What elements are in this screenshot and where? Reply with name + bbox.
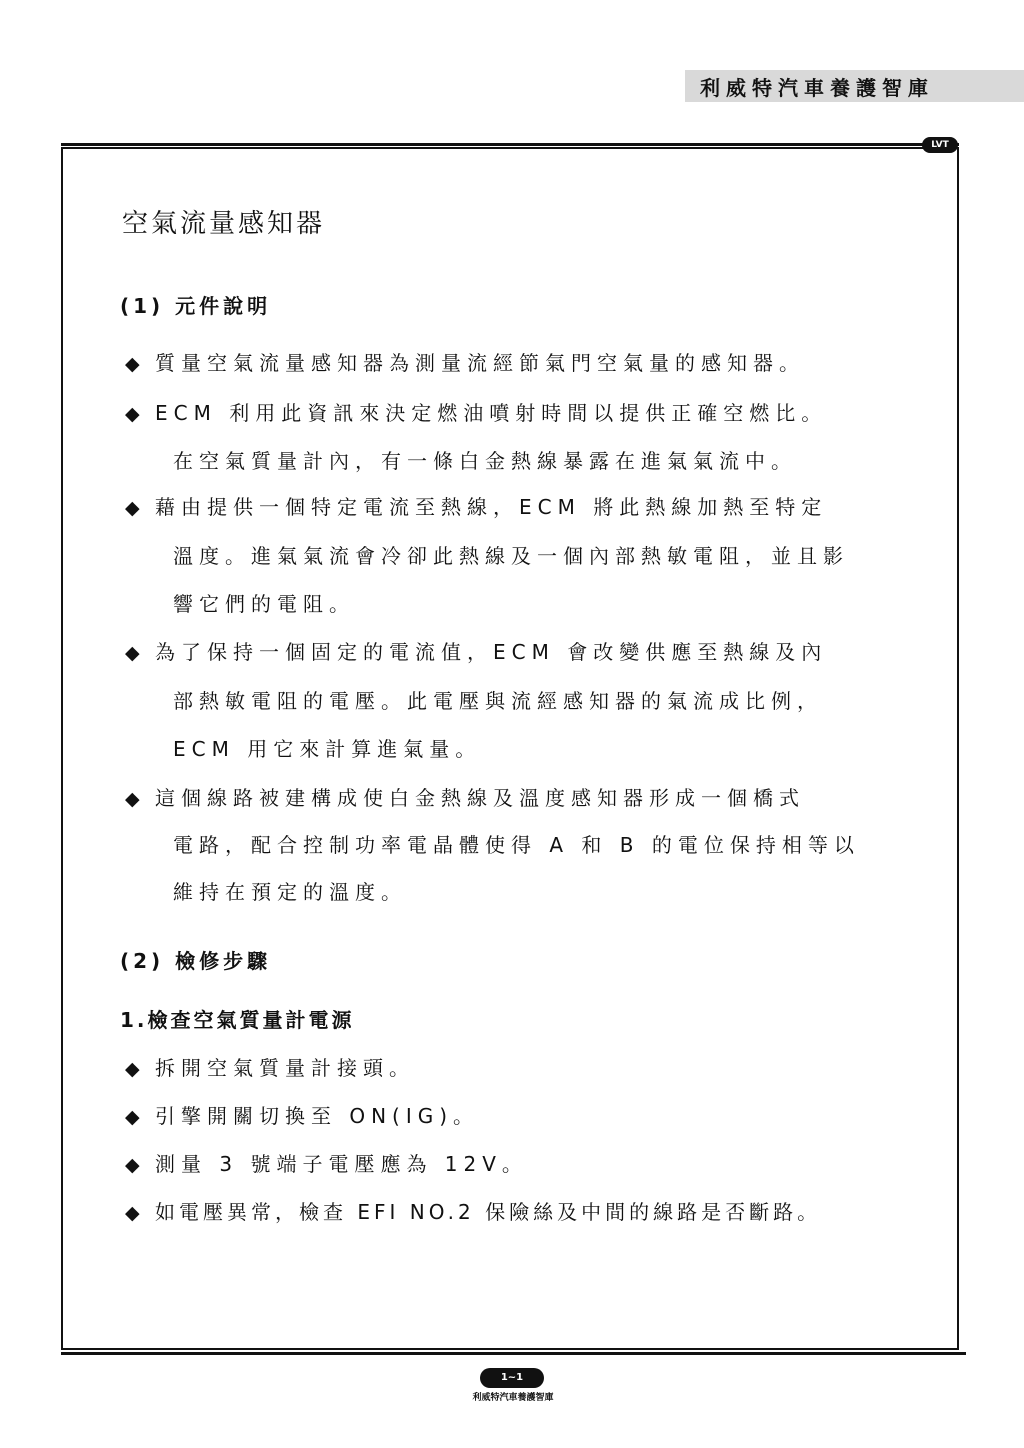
diamond-bullet-icon: ◆ — [125, 1106, 140, 1128]
bullet-continuation: 部熱敏電阻的電壓。此電壓與流經感知器的氣流成比例， — [173, 689, 823, 713]
bullet-item — [125, 782, 805, 811]
bullet-item — [125, 397, 827, 426]
footer-brand: 利威特汽車養護智庫 — [472, 1393, 554, 1403]
logo-icon: LVT — [922, 137, 958, 153]
bullet-text: 拆開空氣質量計接頭。 — [155, 1056, 415, 1080]
bullet-continuation: 響它們的電阻。 — [173, 592, 355, 616]
diamond-bullet-icon: ◆ — [125, 1058, 140, 1080]
bullet-item — [125, 636, 827, 665]
diamond-bullet-icon: ◆ — [125, 1202, 140, 1224]
bullet-text: 如電壓異常，檢查 EFI NO.2 保險絲及中間的線路是否斷路。 — [155, 1200, 822, 1224]
bullet-continuation: 電路，配合控制功率電晶體使得 A 和 B 的電位保持相等以 — [173, 833, 860, 857]
frame-bottom-rule — [61, 1352, 966, 1355]
subsection-heading: 1.檢查空氣質量計電源 — [120, 1008, 355, 1032]
bullet-item — [125, 1196, 821, 1225]
frame-top-rule — [61, 143, 959, 146]
page-number-badge: 1~1 — [480, 1368, 544, 1388]
diamond-bullet-icon: ◆ — [125, 1154, 140, 1176]
bullet-text: 測量 3 號端子電壓應為 12V。 — [155, 1152, 528, 1176]
bullet-item — [125, 1052, 415, 1081]
bullet-continuation: ECM 用它來計算進氣量。 — [173, 737, 482, 761]
diamond-bullet-icon: ◆ — [125, 497, 140, 519]
bullet-text: 這個線路被建構成使白金熱線及溫度感知器形成一個橋式 — [155, 786, 805, 810]
bullet-text: ECM 利用此資訊來決定燃油噴射時間以提供正確空燃比。 — [155, 401, 828, 425]
diamond-bullet-icon: ◆ — [125, 642, 140, 664]
bullet-text: 為了保持一個固定的電流值，ECM 會改變供應至熱線及內 — [155, 640, 828, 664]
diamond-bullet-icon: ◆ — [125, 353, 140, 375]
header-title: 利威特汽車養護智庫 — [700, 76, 934, 100]
bullet-text: 質量空氣流量感知器為測量流經節氣門空氣量的感知器。 — [155, 351, 805, 375]
bullet-item — [125, 347, 805, 376]
diamond-bullet-icon: ◆ — [125, 403, 140, 425]
diamond-bullet-icon: ◆ — [125, 788, 140, 810]
bullet-text: 引擎開關切換至 ON(IG)。 — [155, 1104, 480, 1128]
section-heading-components: (1) 元件說明 — [120, 294, 272, 318]
bullet-continuation: 維持在預定的溫度。 — [173, 880, 407, 904]
page-title: 空氣流量感知器 — [122, 209, 326, 239]
bullet-continuation: 溫度。進氣氣流會冷卻此熱線及一個內部熱敏電阻，並且影 — [173, 544, 849, 568]
section-heading-inspection: (2) 檢修步驟 — [120, 949, 272, 973]
bullet-text: 藉由提供一個特定電流至熱線，ECM 將此熱線加熱至特定 — [155, 495, 828, 519]
bullet-item — [125, 1100, 479, 1129]
bullet-item — [125, 1148, 528, 1177]
bullet-item — [125, 491, 827, 520]
bullet-continuation: 在空氣質量計內，有一條白金熱線暴露在進氣氣流中。 — [173, 449, 797, 473]
